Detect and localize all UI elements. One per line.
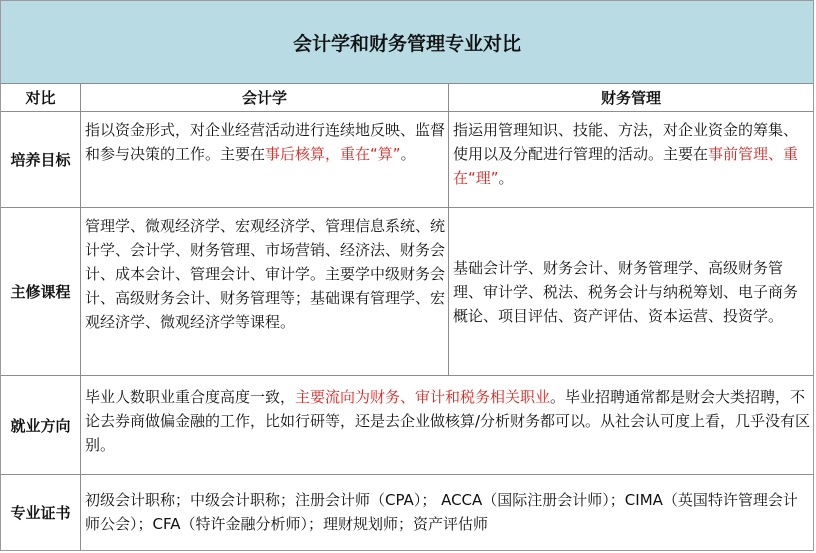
career-text: [81, 376, 813, 474]
header-row: [1, 83, 813, 112]
header-finance: 财务管理: [600, 88, 661, 107]
header-compare: 对比: [1, 83, 81, 111]
goal-accounting-end: 。: [400, 145, 416, 163]
row-courses: [1, 208, 813, 376]
courses-finance: 基础会计学、财务会计、财务管理学、高级财务管理、审计学、税法、税务会计与纳税筹划、电子商务概论、项目评估、资产评估、资本运营、投资学。: [453, 258, 799, 325]
row-label-goal: 培养目标: [1, 112, 81, 207]
row-label-certs: 专业证书: [1, 475, 81, 550]
row-goal: [1, 112, 813, 208]
row-label-courses: 主修课程: [1, 208, 81, 375]
row-certs: [1, 475, 813, 550]
goal-finance: [449, 112, 813, 207]
goal-accounting-highlight: 事后核算，重在“算”: [265, 145, 401, 163]
certs-text: 初级会计职称；中级会计职称；注册会计师（CPA）； ACCA（国际注册会计师）；CIMA（英国特许管理会计师公会）；CFA（特许金融分析师）；理财规划师；资产评估师: [85, 491, 798, 533]
goal-finance-highlight: 事前管理、重在“理”: [453, 145, 799, 187]
row-label-career: 就业方向: [1, 376, 81, 474]
header-accounting: 会计学: [81, 83, 449, 111]
goal-accounting: [81, 112, 449, 207]
career-text-start: 毕业人数职业重合度高度一致，: [85, 388, 296, 406]
career-text-end: 。毕业招聘通常都是财会大类招聘，不论去券商做偏金融的工作，比如行研等，还是去企业做核算/分析财务都可以。从社会认可度上看，几乎没有区别。: [85, 388, 811, 454]
courses-finance-cell: [449, 208, 813, 375]
goal-accounting-text: 指以资金形式，对企业经营活动进行连续地反映、监督和参与决策的工作。主要在: [85, 121, 446, 163]
courses-accounting: 管理学、微观经济学、宏观经济学、管理信息系统、统计学、会计学、财务管理、市场营销、经济法、财务会计、成本会计、管理会计、审计学。主要学中级财务会计、高级财务会计、财务管理等；基础课有管理学、宏观经济学、微观经济学等课程。: [81, 208, 449, 375]
goal-finance-text: 指运用管理知识、技能、方法，对企业资金的筹集、使用以及分配进行管理的活动。主要在: [453, 121, 799, 163]
row-career: [1, 376, 813, 475]
goal-finance-end: 。: [498, 169, 514, 187]
career-highlight: 主要流向为财务、审计和税务相关职业: [295, 388, 551, 406]
table-title: 会计学和财务管理专业对比: [1, 1, 813, 84]
